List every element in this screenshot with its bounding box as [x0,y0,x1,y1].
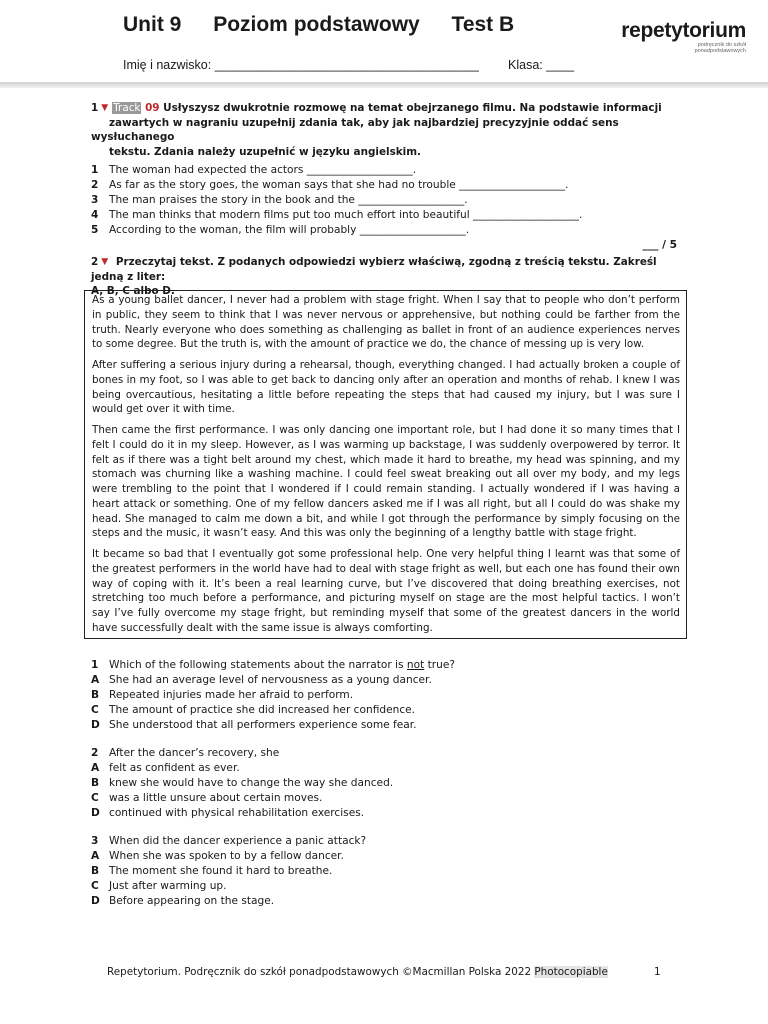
task-1-instruction [91,101,677,159]
task-2-instruction-line-2: A, B, C albo D. [91,285,175,298]
brand-sub-2: ponadpodstawowych [694,48,746,54]
test-label: Test B [451,13,515,36]
task-2-number: 2 [91,256,99,268]
task-1-instruction-line-3: tekstu. Zdania należy uzupełnić w języku angielskim. [109,145,422,158]
task-1-items [91,163,677,237]
brand-name: repetytorium [621,19,746,42]
unit-label: Unit 9 [123,13,182,36]
photocopiable-label: Photocopiable [534,966,608,978]
option-b[interactable]: B Repeated injuries made her afraid to perform. [91,688,354,701]
graduation-cap-icon: ▼ [101,257,109,267]
emphasis-not: not [406,659,425,671]
list-item: 2 As far as the story goes, the woman says that she had no trouble ____________________. [91,179,569,192]
track-number: 09 [145,102,160,114]
option-b[interactable]: B knew she would have to change the way she danced. [91,776,394,789]
reading-passage [84,290,687,639]
option-c[interactable]: C was a little unsure about certain moves. [91,791,323,804]
brand-logo [621,20,746,54]
option-b[interactable]: B The moment she found it hard to breathe. [91,864,333,877]
question-2 [91,746,677,821]
question-stem: 1 Which of the following statements about the narrator is not true? [91,659,455,671]
option-d[interactable]: D Before appearing on the stage. [91,894,275,907]
option-c[interactable]: C The amount of practice she did increased her confidence. [91,703,416,716]
question-stem: 2 After the dancer’s recovery, she [91,747,280,759]
task-1-instruction-line-2: zawartych w nagraniu uzupełnij zdania tak, aby jak najbardziej precyzyjnie oddać sens wysłuchanego [91,116,619,144]
list-item: 5 According to the woman, the film will probably ____________________. [91,223,470,236]
task-1-instruction-line-1: Usłyszysz dwukrotnie rozmowę na temat obejrzanego filmu. Na podstawie informacji [163,102,662,114]
page-number: 1 [654,966,661,978]
question-3 [91,834,677,909]
list-item: 3 The man praises the story in the book and the ____________________. [91,193,468,206]
passage-paragraph: It became so bad that I eventually got some professional help. One very helpful thing I learnt was that some of the greatest performers in the world have had to deal with stage fright as well, but each one has found their own way of coping with it. It’s been a real learning curve, but I’ve discovered that doing breathing exercises, not stretching too much before a performance, and picturing myself on stage are the most helpful tactics. I won’t say I’ve fully overcome my stage fright, but reminding myself that some of the greatest dancers in the world have successfully dealt with the same issue is always comforting. [92,548,680,634]
passage-paragraph: As a young ballet dancer, I never had a problem with stage fright. When I say that to people who don’t perform in public, they seem to think that I was never nervous or apprehensive, but nothing could be farther from the truth. Nearly everyone who does something as challenging as ballet in front of an audience experiences nerves to some degree. But the truth is, with the amount of practice we do, the chance of messing up is very low. [92,294,680,351]
header-divider [0,82,768,88]
task-1 [91,101,677,253]
track-label: Track [113,102,141,114]
option-d[interactable]: D continued with physical rehabilitation exercises. [91,806,365,819]
list-item: 4 The man thinks that modern films put too much effort into beautiful ____________________. [91,208,583,221]
passage-paragraph: Then came the first performance. I was only dancing one important role, but I had done it so many times that I felt I could do it in my sleep. However, as I was warming up backstage, I was suddenly overpowered by terror. It felt as if there was a tight belt around my chest, which made it hard to breathe, my head was spinning, and my stomach was churning like a washing machine. I could feel sweat breaking out all over my body, and my legs were trembling to the point that I wondered if I could remain standing. I actually wondered if I was having a heart attack or something. One of my fellow dancers asked me if I was all right, but all I could do was shake my head. She managed to calm me down a bit, and while I got through the performance by simply focusing on the steps and the music, it wasn’t easy. And this was only the beginning of a lengthy battle with stage fright. [92,424,680,540]
graduation-cap-icon: ▼ [101,103,109,113]
option-a[interactable]: A felt as confident as ever. [91,761,240,774]
footer-text: Repetytorium. Podręcznik do szkół ponadpodstawowych ©Macmillan Polska 2022 [107,966,535,978]
question-stem: 3 When did the dancer experience a panic attack? [91,835,367,847]
option-a[interactable]: A When she was spoken to by a fellow dancer. [91,849,344,862]
task-2-instruction-line-1: Przeczytaj tekst. Z podanych odpowiedzi wybierz właściwą, zgodną z treścią tekstu. Zakreśl jedną z liter: [91,256,657,283]
footer [107,966,608,978]
task-1-number: 1 [91,102,99,114]
list-item: 1 The woman had expected the actors ____________________. [91,164,417,177]
option-d[interactable]: D She understood that all performers experience some fear. [91,718,417,731]
option-a[interactable]: A She had an average level of nervousness as a young dancer. [91,673,432,686]
task-1-score: ___ / 5 [642,239,677,252]
page-title [123,13,540,37]
class-field: Klasa: ____ [508,58,575,72]
passage-paragraph: After suffering a serious injury during a rehearsal, though, everything changed. I had actually broken a couple of bones in my foot, so I was able to get back to dancing only after an operation and months of rehab. I knew I was being overcautious, hesitating a little before repeating the steps that had caused my injury, but I was sure I would get over it with time. [92,359,680,416]
level-label: Poziom podstawowy [213,13,420,36]
brand-sub-1: podręcznik do szkół [697,42,746,48]
question-1 [91,658,677,733]
option-c[interactable]: C Just after warming up. [91,879,227,892]
name-field: Imię i nazwisko: ______________________________________ [123,58,479,72]
